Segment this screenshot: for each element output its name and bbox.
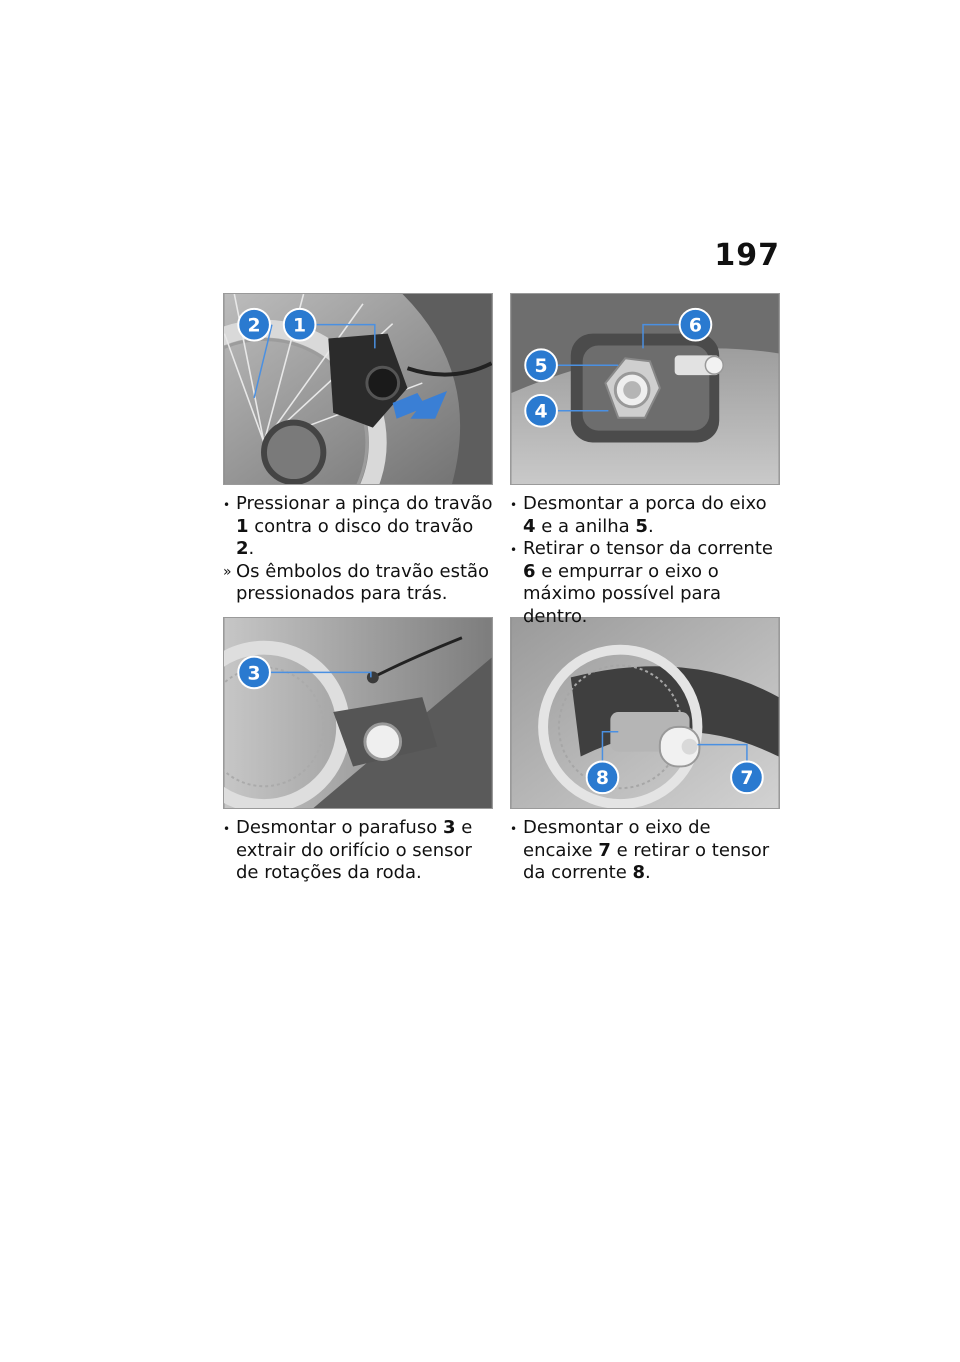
caption-step — [223, 817, 493, 885]
svg-text:8: 8 — [595, 768, 609, 790]
step-text: . — [645, 862, 651, 883]
step-text: Desmontar a porca do eixo — [523, 493, 767, 514]
caption-brake-caliper — [223, 493, 493, 606]
figure-brake-caliper — [223, 293, 493, 485]
step-text: Retirar o tensor da corrente — [523, 538, 773, 559]
reference-number: 7 — [598, 839, 611, 861]
reference-number: 5 — [635, 515, 648, 537]
svg-text:3: 3 — [247, 663, 261, 685]
caption-step — [223, 561, 493, 606]
caption-step — [510, 493, 780, 538]
bullet-marker: • — [223, 822, 231, 836]
svg-text:1: 1 — [293, 315, 307, 337]
bullet-marker: • — [510, 498, 518, 512]
reference-number: 2 — [236, 538, 249, 559]
bullet-marker: • — [223, 498, 231, 512]
figure-axle-nut — [510, 293, 780, 485]
reference-number: 8 — [632, 862, 646, 883]
bullet-marker: • — [510, 822, 518, 836]
step-text: Os êmbolos do travão estão pressionados para trás. — [236, 560, 490, 604]
reference-number: 6 — [523, 560, 536, 582]
svg-text:6: 6 — [688, 315, 703, 337]
figure-plug-in-axle — [510, 617, 780, 809]
step-text: contra o disco do travão — [248, 515, 474, 537]
step-text: Desmontar o eixo de encaixe — [523, 817, 711, 861]
step-text: Pressionar a pinça do travão — [236, 493, 493, 514]
bullet-marker: • — [510, 543, 518, 557]
caption-step — [510, 817, 780, 885]
step-text: . — [248, 538, 255, 559]
photo-axle-nut — [511, 294, 779, 484]
svg-text:7: 7 — [740, 768, 754, 790]
step-text: e retirar o tensor da corrente — [523, 839, 770, 883]
photo-brake-caliper — [224, 294, 492, 484]
caption-axle-nut — [510, 493, 780, 628]
step-text: Desmontar o parafuso — [236, 817, 443, 838]
reference-number: 4 — [523, 515, 536, 537]
reference-number: 3 — [442, 817, 456, 838]
page-number: 197 — [714, 238, 780, 273]
step-text: e empurrar o eixo o máximo possível para dentro. — [523, 560, 722, 627]
reference-number: 1 — [236, 515, 249, 537]
step-text: . — [647, 515, 654, 537]
figure-speed-sensor — [223, 617, 493, 809]
caption-step — [223, 493, 493, 561]
caption-speed-sensor — [223, 817, 493, 885]
photo-plug-in-axle — [511, 618, 779, 808]
svg-text:5: 5 — [534, 356, 548, 378]
step-text: e a anilha — [535, 515, 636, 537]
svg-text:4: 4 — [534, 401, 548, 423]
result-marker: » — [223, 563, 232, 580]
photo-speed-sensor — [224, 618, 492, 808]
caption-step — [510, 538, 780, 628]
step-text: e extrair do orifício o sensor de rotações da roda. — [236, 817, 473, 883]
caption-plug-in-axle — [510, 817, 780, 885]
svg-text:2: 2 — [247, 315, 261, 337]
